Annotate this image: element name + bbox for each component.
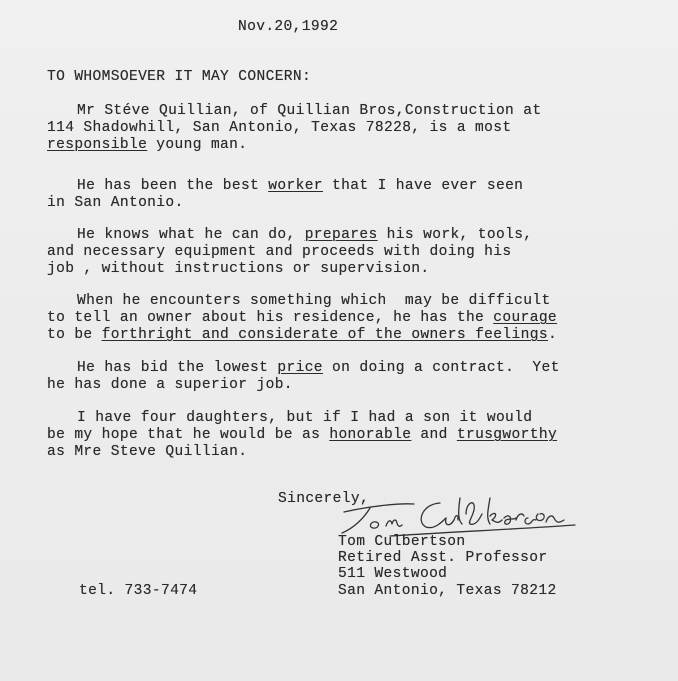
paragraph-4-line-3: to be forthright and considerate of the owners feelings. — [47, 327, 558, 343]
salutation: TO WHOMSOEVER IT MAY CONCERN: — [47, 69, 312, 85]
underlined-word: responsible — [47, 137, 148, 153]
underlined-word: trusgworthy — [456, 427, 558, 443]
underlined-word: worker — [268, 178, 323, 194]
paragraph-5-line-2: he has done a superior job. — [47, 377, 293, 393]
paragraph-1-line-1: Mr Stéve Quillian, of Quillian Bros,Construction at — [77, 103, 542, 119]
paragraph-2-line-1: He has been the best worker that I have ever seen — [77, 178, 524, 194]
paragraph-2-line-2: in San Antonio. — [47, 195, 184, 211]
paragraph-5-line-1: He has bid the lowest price on doing a contract. Yet — [77, 360, 560, 376]
paragraph-1-line-2: 114 Shadowhill, San Antonio, Texas 78228, is a most — [47, 120, 512, 136]
sender-name: Tom Culbertson — [338, 534, 466, 550]
paragraph-4-line-2: to tell an owner about his residence, he has the courage — [47, 310, 558, 326]
underlined-word: honorable — [329, 427, 412, 443]
paragraph-6-line-1: I have four daughters, but if I had a son it would — [77, 410, 533, 426]
paragraph-3-line-1: He knows what he can do, prepares his work, tools, — [77, 227, 533, 243]
paragraph-3-line-3: job , without instructions or supervision. — [47, 261, 430, 277]
sender-city: San Antonio, Texas 78212 — [338, 583, 557, 599]
underlined-phrase: forthright and considerate of the owners feelings — [101, 327, 548, 343]
sender-title: Retired Asst. Professor — [338, 550, 548, 566]
underlined-word: prepares — [304, 227, 378, 243]
closing: Sincerely, — [278, 491, 370, 507]
underlined-word: courage — [493, 310, 558, 326]
paragraph-4-line-1: When he encounters something which may be difficult — [77, 293, 551, 309]
phone-number: tel. 733-7474 — [79, 583, 198, 599]
paragraph-3-line-2: and necessary equipment and proceeds with doing his — [47, 244, 512, 260]
underlined-word: price — [277, 360, 323, 376]
sender-street: 511 Westwood — [338, 566, 448, 582]
paragraph-6-line-2: be my hope that he would be as honorable and trusgworthy — [47, 427, 558, 443]
paragraph-1-line-3: responsible young man. — [47, 137, 248, 153]
letter-date: Nov.20,1992 — [238, 19, 339, 35]
paragraph-6-line-3: as Mre Steve Quillian. — [47, 444, 248, 460]
